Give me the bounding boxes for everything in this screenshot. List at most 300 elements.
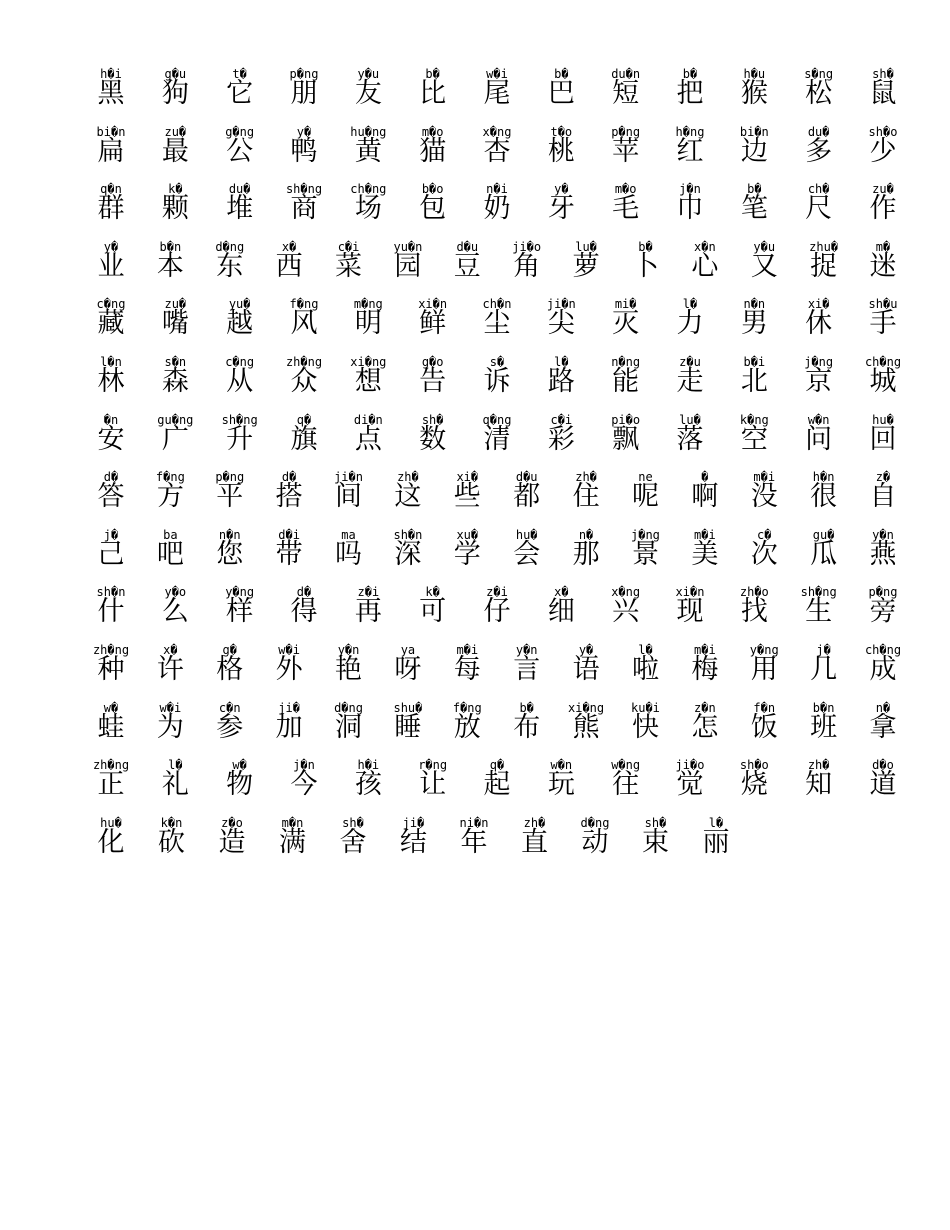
character-cell [506,813,564,870]
character-cell [725,64,783,121]
hanzi-character: 牙 [547,193,575,225]
character-row [82,813,912,871]
character-cell [211,294,269,351]
pinyin-label: w�i [278,642,300,657]
character-cell [379,698,437,755]
character-cell [141,525,199,582]
character-cell [211,352,269,409]
hanzi-character: 笔 [740,193,768,225]
hanzi-character: 黑 [97,78,125,109]
character-cell [795,698,853,755]
hanzi-character: 包 [419,193,447,225]
character-cell [201,640,259,697]
pinyin-label: y�o [164,585,187,600]
character-cell [320,698,378,755]
character-cell [597,122,655,179]
pinyin-label: l� [554,354,569,369]
hanzi-character: 桃 [547,135,575,167]
hanzi-character: 答 [97,481,125,513]
hanzi-character: 边 [740,135,768,167]
pinyin-label: q�ng [482,412,512,427]
pinyin-label: f�ng [452,700,482,715]
hanzi-character: 苹 [612,135,640,167]
character-cell [146,755,204,812]
pinyin-label: h�ng [675,124,705,139]
hanzi-character: 睡 [394,711,422,743]
pinyin-label: q� [296,412,312,427]
character-cell [676,698,734,755]
pinyin-label: d� [103,470,119,485]
character-cell [725,122,783,179]
pinyin-label: pi�o [611,412,641,427]
character-cell [854,582,912,639]
pinyin-label: ch� [807,182,830,197]
pinyin-label: m�i [694,527,716,542]
hanzi-character: 这 [394,481,422,513]
pinyin-label: j� [816,642,831,657]
character-cell [404,294,462,351]
pinyin-label: b�o [421,182,444,197]
hanzi-character: 商 [290,193,318,225]
character-cell [320,467,378,524]
hanzi-character: 动 [581,826,609,858]
hanzi-character: 旗 [290,423,318,455]
pinyin-label: du� [228,182,251,197]
pinyin-label: sh�n [393,527,423,542]
hanzi-character: 彩 [547,423,575,455]
hanzi-character: 住 [572,481,600,513]
hanzi-character: 己 [97,538,125,570]
character-cell [597,294,655,351]
pinyin-label: y�u [357,67,380,81]
character-cell [82,698,140,755]
character-cell [532,582,590,639]
hanzi-character: 广 [161,423,189,455]
pinyin-label: ku�i [631,700,660,715]
pinyin-label: xi� [807,297,830,312]
hanzi-character: 数 [419,423,447,455]
character-cell [82,640,140,697]
hanzi-character: 道 [869,769,897,801]
pinyin-label: sh�ng [221,412,258,427]
pinyin-label: ch�ng [864,354,902,369]
pinyin-label: n�n [218,527,241,542]
character-cell [532,410,590,467]
character-row [82,410,912,468]
pinyin-label: z�i [357,585,380,600]
pinyin-label: ba [163,527,178,542]
pinyin-label: d�ng [215,239,245,254]
hanzi-character: 样 [226,596,254,628]
pinyin-label: sh�ng [800,585,837,600]
hanzi-character: 又 [750,250,778,282]
hanzi-character: 能 [612,365,640,397]
hanzi-character: 西 [275,250,303,282]
character-cell [795,640,853,697]
hanzi-character: 作 [869,193,897,225]
hanzi-character: 角 [513,250,541,282]
character-cell [532,122,590,179]
character-cell [275,755,333,812]
hanzi-character: 起 [483,769,511,801]
hanzi-character: 朋 [290,78,318,109]
pinyin-label: w�i [159,700,182,715]
hanzi-character: 用 [750,653,778,685]
hanzi-character: 让 [419,769,447,801]
pinyin-label: j�n [293,758,315,773]
hanzi-character: 颗 [161,193,189,225]
pinyin-label: zhu� [809,239,839,254]
hanzi-character: 礼 [161,769,189,801]
hanzi-character: 林 [97,365,125,397]
hanzi-character: 自 [869,481,897,513]
hanzi-character: 语 [572,653,600,685]
character-cell [211,122,269,179]
character-cell [339,64,397,121]
hanzi-character: 怎 [691,711,719,743]
pinyin-label: b�i [743,354,766,369]
pinyin-label: zh� [807,758,830,773]
hanzi-character: 种 [97,653,125,685]
hanzi-character: 它 [226,78,254,109]
hanzi-character: 直 [521,826,548,858]
hanzi-character: 班 [810,711,838,743]
pinyin-label: bi�n [739,124,769,139]
pinyin-label: sh�ng [285,182,323,197]
hanzi-character: 燕 [869,538,897,570]
hanzi-character: 毛 [612,193,640,225]
character-cell [468,352,526,409]
character-cell [339,179,397,236]
character-cell [854,755,912,812]
character-cell [320,525,378,582]
pinyin-label: ch�n [482,297,512,312]
character-cell [339,755,397,812]
pinyin-label: f�ng [155,470,185,485]
character-cell [854,352,912,409]
hanzi-character: 再 [354,596,382,628]
hanzi-character: 方 [156,481,184,513]
pinyin-label: s�ng [804,67,834,81]
character-cell [566,813,624,870]
character-cell [735,640,793,697]
hanzi-character: 少 [869,135,897,167]
character-cell [201,467,259,524]
pinyin-label: x� [554,585,569,600]
character-row [82,467,912,525]
hanzi-character: 业 [97,250,125,282]
pinyin-label: b�n [812,700,835,715]
character-cell [201,698,259,755]
character-cell [790,179,848,236]
character-cell [404,755,462,812]
character-cell [82,64,140,121]
hanzi-character: 丽 [702,826,730,858]
character-cell [260,698,318,755]
pinyin-label: m�n [281,815,304,830]
character-cell [661,410,719,467]
character-cell [854,237,912,294]
pinyin-label: m�ng [353,297,383,312]
hanzi-character: 得 [290,596,318,628]
character-cell [790,64,848,121]
hanzi-character: 短 [612,78,640,109]
hanzi-character: 友 [354,78,382,109]
hanzi-character: 些 [453,481,481,513]
character-cell [498,525,556,582]
character-cell [468,179,526,236]
character-cell [854,294,912,351]
pinyin-label: m�i [694,642,716,657]
character-cell [661,294,719,351]
character-cell [725,582,783,639]
pinyin-label: y�ng [225,585,255,600]
hanzi-character: 尘 [483,308,511,340]
character-cell [146,410,204,467]
pinyin-label: zh� [523,815,546,830]
character-row [82,525,912,583]
pinyin-label: j�n [679,182,701,197]
character-row [82,352,912,410]
character-cell [687,813,745,870]
hanzi-character: 奶 [483,193,511,225]
character-row [82,294,912,352]
pinyin-label: h�n [812,470,835,485]
hanzi-character: 搭 [275,481,303,513]
character-cell [211,410,269,467]
hanzi-character: 吗 [335,538,363,570]
hanzi-character: 可 [419,596,447,628]
character-cell [146,294,204,351]
hanzi-character: 啊 [691,481,719,513]
pinyin-label: w�n [807,412,830,427]
character-cell [260,525,318,582]
character-cell [676,237,734,294]
hanzi-character: 深 [394,538,422,570]
pinyin-label: mi� [614,297,637,312]
character-cell [260,467,318,524]
hanzi-character: 么 [161,596,189,628]
pinyin-label: g�u [164,67,187,81]
pinyin-label: y� [296,124,312,139]
pinyin-label: du�n [611,67,641,81]
character-cell [532,352,590,409]
pinyin-label: z�i [486,585,508,600]
hanzi-character: 带 [275,538,303,570]
pinyin-label: sh�u [868,297,898,312]
hanzi-character: 许 [156,653,184,685]
hanzi-character: 呢 [631,481,659,513]
character-cell [557,237,615,294]
character-cell [82,294,140,351]
pinyin-label: r�ng [418,758,448,773]
pinyin-label: shu� [393,700,423,715]
character-cell [557,698,615,755]
hanzi-character: 路 [547,365,575,397]
pinyin-label: p�ng [289,67,319,81]
hanzi-character: 尖 [547,308,575,340]
character-cell [468,410,526,467]
hanzi-character: 松 [805,78,833,109]
pinyin-label: x�ng [482,124,512,139]
character-cell [339,352,397,409]
character-cell [203,813,261,870]
hanzi-character: 鲜 [419,308,447,340]
pinyin-label: zu� [872,182,894,197]
character-cell [468,122,526,179]
pinyin-label: gu� [812,527,835,542]
pinyin-label: ne [638,470,653,485]
character-cell [445,813,503,870]
pinyin-label: q�n [100,182,122,197]
character-cell [141,640,199,697]
character-cell [320,237,378,294]
pinyin-label: b� [554,67,569,81]
pinyin-label: z� [875,470,891,485]
pinyin-label: y�n [515,642,538,657]
hanzi-character: 猫 [419,135,447,167]
character-cell [597,352,655,409]
character-cell [339,410,397,467]
character-cell [404,410,462,467]
hanzi-character: 觉 [676,769,704,801]
pinyin-label: ya [400,642,416,657]
hanzi-character: 您 [216,538,244,570]
pinyin-label: ji�n [546,297,576,312]
pinyin-label: b� [519,700,534,715]
pinyin-label: b�n [159,239,182,254]
character-worksheet [82,64,912,870]
hanzi-character: 堆 [226,193,254,225]
character-cell [404,352,462,409]
hanzi-character: 学 [453,538,481,570]
character-cell [379,640,437,697]
pinyin-label: zh�o [739,585,769,600]
character-cell [211,582,269,639]
pinyin-label: d� [281,470,297,485]
hanzi-character: 升 [226,423,254,455]
hanzi-character: 熊 [572,711,600,743]
hanzi-character: 群 [97,193,125,225]
pinyin-label: c�n [218,700,241,715]
hanzi-character: 菜 [335,250,363,282]
pinyin-label: n�ng [611,354,641,369]
character-cell [616,640,674,697]
hanzi-character: 仔 [483,596,511,628]
hanzi-character: 布 [513,711,541,743]
character-cell [146,582,204,639]
hanzi-character: 落 [676,423,704,455]
pinyin-label: h�i [357,758,380,773]
character-cell [82,179,140,236]
hanzi-character: 吧 [156,538,184,570]
hanzi-character: 众 [290,365,318,397]
hanzi-character: 心 [691,250,719,282]
hanzi-character: 饭 [750,711,778,743]
pinyin-label: hu� [872,412,894,427]
character-cell [141,698,199,755]
hanzi-character: 越 [226,308,254,340]
pinyin-label: ji�o [675,758,705,773]
pinyin-label: w�n [550,758,573,773]
pinyin-label: yu� [228,297,251,312]
hanzi-character: 诉 [483,365,511,397]
hanzi-character: 灭 [612,308,640,340]
character-cell [725,410,783,467]
pinyin-label: w�ng [611,758,641,773]
character-cell [661,179,719,236]
pinyin-label: c�ng [225,354,255,369]
character-cell [379,525,437,582]
character-cell [498,467,556,524]
character-cell [324,813,382,870]
pinyin-label: z�o [221,815,243,830]
pinyin-label: k�ng [739,412,769,427]
pinyin-label: g� [222,642,237,657]
pinyin-label: xi� [456,470,479,485]
character-cell [82,582,140,639]
character-cell [146,122,204,179]
hanzi-character: 把 [676,78,704,109]
hanzi-character: 格 [216,653,244,685]
character-cell [438,525,496,582]
character-cell [275,64,333,121]
hanzi-character: 飘 [612,423,640,455]
hanzi-character: 萝 [572,250,600,282]
character-cell [854,179,912,236]
pinyin-label: xi�ng [350,354,387,369]
character-cell [661,582,719,639]
character-cell [82,352,140,409]
character-cell [211,179,269,236]
character-cell [725,294,783,351]
character-cell [146,64,204,121]
pinyin-label: sh�n [96,585,126,600]
hanzi-character: 孩 [354,769,382,801]
hanzi-character: 知 [805,769,833,801]
hanzi-character: 几 [810,653,838,685]
hanzi-character: 拿 [869,711,897,743]
character-cell [260,237,318,294]
character-cell [211,755,269,812]
pinyin-label: g�o [421,354,444,369]
hanzi-character: 景 [631,538,659,570]
hanzi-character: 现 [676,596,704,628]
character-row [82,237,912,295]
character-row [82,122,912,180]
hanzi-character: 化 [97,826,125,858]
character-cell [264,813,322,870]
character-cell [532,179,590,236]
character-cell [790,352,848,409]
pinyin-label: m�i [456,642,479,657]
hanzi-character: 场 [354,193,382,225]
pinyin-label: p�ng [215,470,245,485]
pinyin-label: d�o [872,758,894,773]
hanzi-character: 往 [612,769,640,801]
pinyin-label: n�i [486,182,508,197]
pinyin-label: z�n [694,700,716,715]
character-cell [532,294,590,351]
pinyin-label: bi�n [96,124,126,139]
hanzi-character: 比 [419,78,447,109]
pinyin-label: y�ng [749,642,779,657]
pinyin-label: yu�n [393,239,423,254]
character-cell [379,467,437,524]
hanzi-character: 猴 [740,78,768,109]
character-cell [661,352,719,409]
hanzi-character: 安 [97,423,125,455]
